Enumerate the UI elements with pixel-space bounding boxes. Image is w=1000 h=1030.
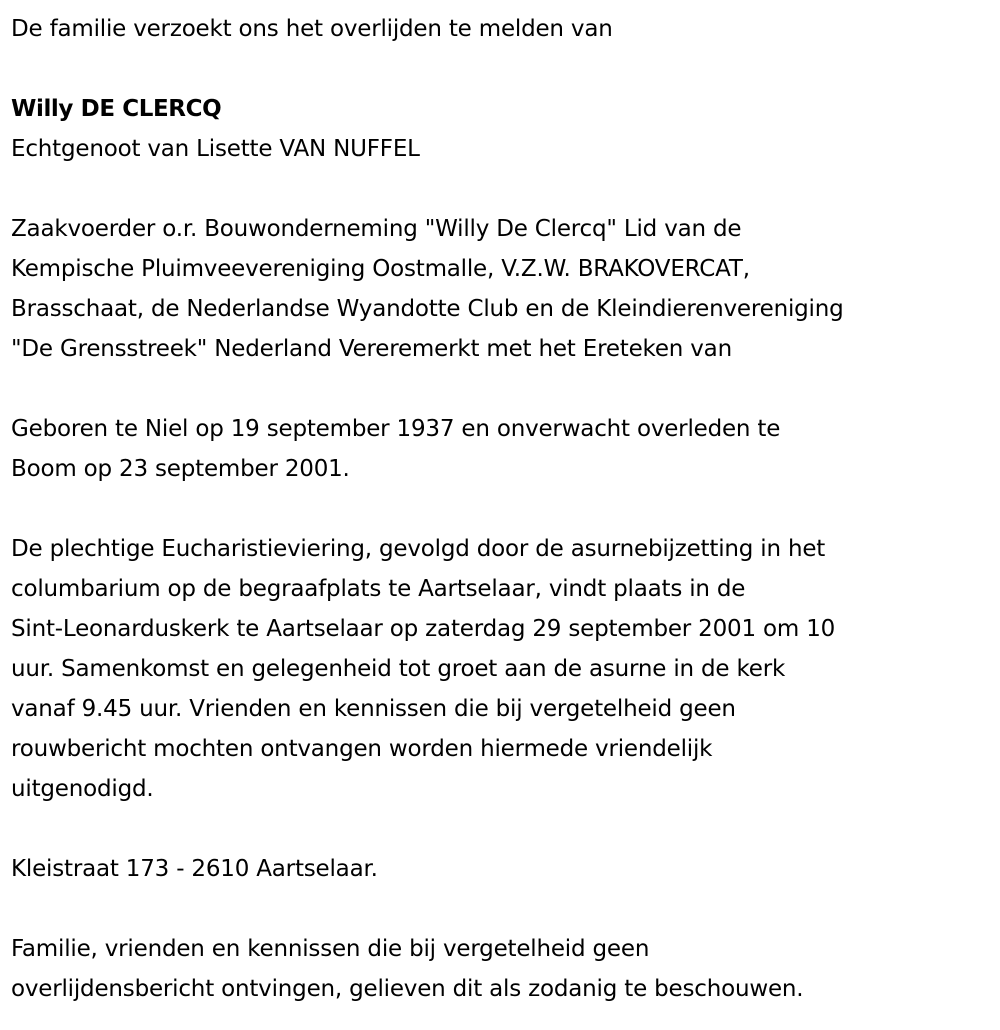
spacer xyxy=(11,169,1000,209)
career-line: Brasschaat, de Nederlandse Wyandotte Club en de Kleindierenvereniging xyxy=(11,296,844,322)
career-line: Kempische Pluimveevereniging Oostmalle, V.Z.W. BRAKOVERCAT, xyxy=(11,256,750,282)
intro-text: De familie verzoekt ons het overlijden te melden van xyxy=(11,16,613,42)
birth-line: Geboren te Niel op 19 september 1937 en onverwacht overleden te xyxy=(11,416,781,442)
ceremony-paragraph xyxy=(11,529,1000,809)
address-text: Kleistraat 173 - 2610 Aartselaar. xyxy=(11,856,378,882)
spacer xyxy=(11,49,1000,89)
closing-line: Familie, vrienden en kennissen die bij vergetelheid geen xyxy=(11,936,650,962)
birth-line: Boom op 23 september 2001. xyxy=(11,456,350,482)
ceremony-line: uur. Samenkomst en gelegenheid tot groet aan de asurne in de kerk xyxy=(11,656,786,682)
spacer xyxy=(11,889,1000,929)
spouse-text: Echtgenoot van Lisette VAN NUFFEL xyxy=(11,136,420,162)
ceremony-line: columbarium op de begraafplats te Aartselaar, vindt plaats in de xyxy=(11,576,746,602)
ceremony-line: De plechtige Eucharistieviering, gevolgd door de asurnebijzetting in het xyxy=(11,536,826,562)
closing-paragraph xyxy=(11,929,1000,1009)
career-paragraph xyxy=(11,209,1000,369)
spacer xyxy=(11,809,1000,849)
closing-line: overlijdensbericht ontvingen, gelieven dit als zodanig te beschouwen. xyxy=(11,976,804,1002)
deceased-name: Willy DE CLERCQ xyxy=(11,96,222,122)
ceremony-line: Sint-Leonarduskerk te Aartselaar op zaterdag 29 september 2001 om 10 xyxy=(11,616,836,642)
career-line: Zaakvoerder o.r. Bouwonderneming "Willy De Clercq" Lid van de xyxy=(11,216,742,242)
spacer xyxy=(11,489,1000,529)
ceremony-line: vanaf 9.45 uur. Vrienden en kennissen die bij vergetelheid geen xyxy=(11,696,736,722)
career-line: "De Grensstreek" Nederland Vereremerkt met het Ereteken van xyxy=(11,336,732,362)
spacer xyxy=(11,369,1000,409)
ceremony-line: rouwbericht mochten ontvangen worden hiermede vriendelijk xyxy=(11,736,713,762)
birth-death-paragraph xyxy=(11,409,1000,489)
ceremony-line: uitgenodigd. xyxy=(11,776,154,802)
